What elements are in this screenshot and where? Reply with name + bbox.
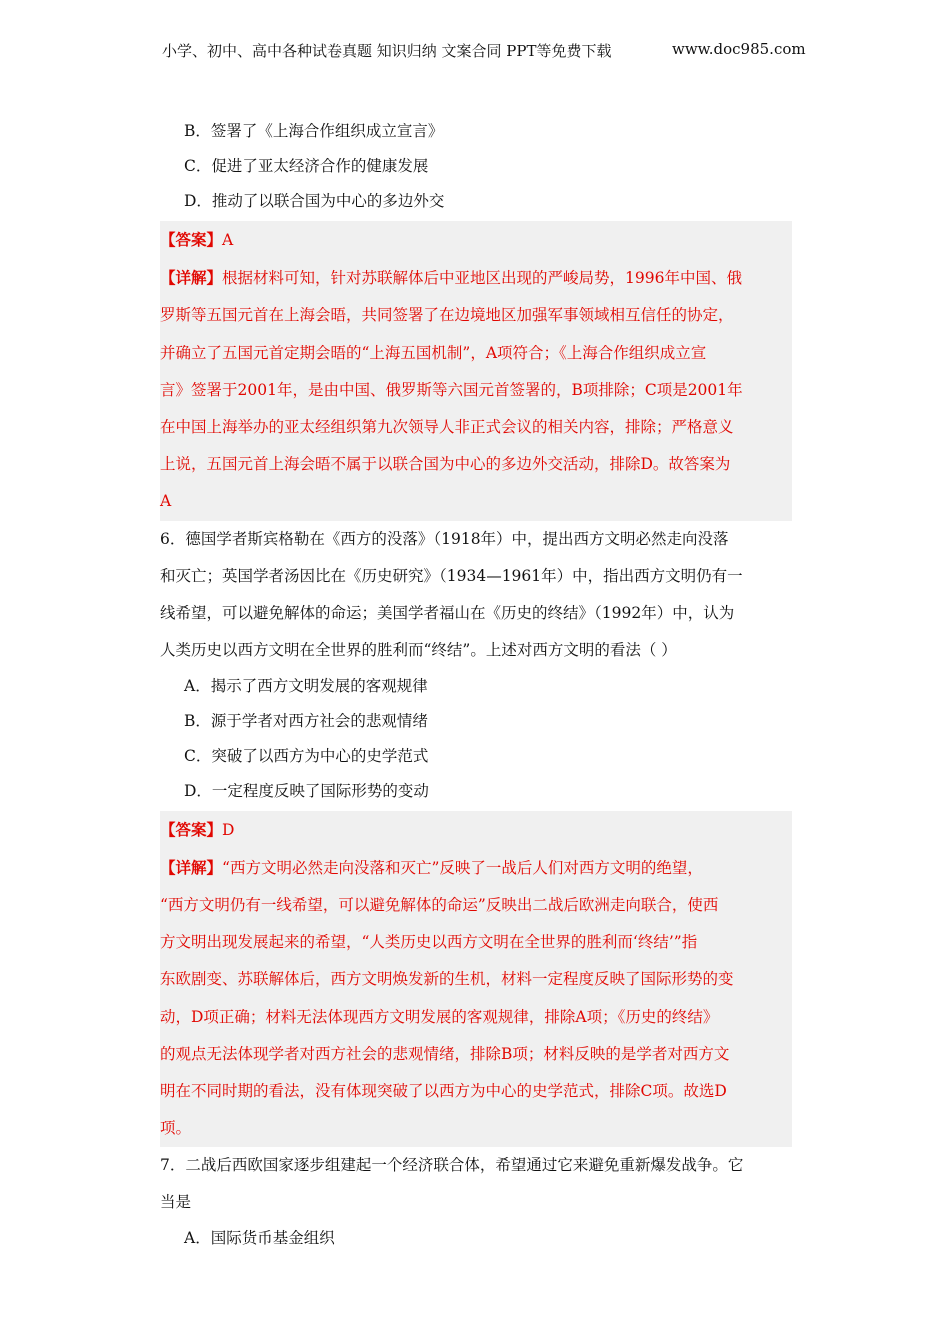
q5-answer-box: [160, 221, 792, 521]
q6-detail-line: 的观点无法体现学者对西方社会的悲观情绪，排除B项；材料反映的是学者对西方文: [160, 1044, 730, 1063]
q5-option-d: D．推动了以联合国为中心的多边外交: [184, 192, 445, 210]
header-site-link[interactable]: www.doc985.com: [672, 40, 806, 58]
q6-detail-line: 明在不同时期的看法，没有体现突破了以西方为中心的史学范式，排除C项。故选D: [160, 1082, 727, 1101]
q7-option-a: A．国际货币基金组织: [184, 1229, 335, 1248]
q6-detail-line: “西方文明仍有一线希望，可以避免解体的命运”反映出二战后欧洲走向联合，使西: [160, 896, 719, 915]
q6-option-a: A．揭示了西方文明发展的客观规律: [184, 676, 428, 695]
q7-stem: [160, 1147, 792, 1221]
q5-options: [160, 114, 792, 219]
q6-stem-line: 和灭亡；英国学者汤因比在《历史研究》（1934—1961年）中，指出西方文明仍有一: [160, 566, 743, 585]
q6-stem-line: 人类历史以西方文明在全世界的胜利而“终结”。上述对西方文明的看法（ ）: [160, 640, 677, 659]
q6-detail-line: 动，D项正确；材料无法体现西方文明发展的客观规律，排除A项；《历史的终结》: [160, 1007, 719, 1026]
detail-label: 【详解】: [160, 857, 223, 877]
q6-option-d: D．一定程度反映了国际形势的变动: [184, 781, 429, 800]
answer-label: 【答案】: [160, 819, 223, 839]
q6-options: [160, 669, 792, 809]
q5-detail-line: A: [160, 492, 172, 511]
q6-detail-line: 项。: [160, 1119, 192, 1138]
q6-stem: [160, 521, 792, 669]
q5-option-b: B．签署了《上海合作组织成立宣言》: [184, 122, 444, 140]
q6-detail-line: 方文明出现发展起来的希望，“人类历史以西方文明在全世界的胜利而‘终结’”指: [160, 933, 698, 952]
q7-stem-line: 当是: [160, 1193, 192, 1212]
q5-detail-line: 罗斯等五国元首在上海会晤，共同签署了在边境地区加强军事领域相互信任的协定，: [160, 306, 734, 325]
header-title: 小学、初中、高中各种试卷真题 知识归纳 文案合同 PPT等免费下载: [162, 42, 612, 60]
detail-label: 【详解】: [160, 268, 223, 288]
q6-detail-line: 【详解】“西方文明必然走向没落和灭亡”反映了一战后人们对西方文明的绝望，: [160, 857, 703, 877]
q5-answer: A: [222, 231, 234, 249]
page-header: [162, 40, 806, 61]
q7-stem-line: 7．二战后西欧国家逐步组建起一个经济联合体，希望通过它来避免重新爆发战争。它: [160, 1156, 744, 1175]
q7-options: [160, 1221, 792, 1256]
q5-detail-line: 【详解】根据材料可知，针对苏联解体后中亚地区出现的严峻局势，1996年中国、俄: [160, 268, 742, 288]
q5-detail-line: 并确立了五国元首定期会晤的“上海五国机制”，A项符合；《上海合作组织成立宣: [160, 343, 707, 362]
q6-stem-line: 线希望，可以避免解体的命运；美国学者福山在《历史的终结》（1992年）中，认为: [160, 603, 735, 622]
q5-option-c: C．促进了亚太经济合作的健康发展: [184, 157, 429, 175]
q5-answer-line: [160, 221, 792, 259]
answer-label: 【答案】: [160, 230, 223, 249]
q6-answer-box: [160, 811, 792, 1148]
q6-answer: D: [222, 820, 235, 839]
q5-detail-line: 上说，五国元首上海会晤不属于以联合国为中心的多边外交活动，排除D。故答案为: [160, 455, 731, 474]
q5-detail-line: 言》签署于2001年，是由中国、俄罗斯等六国元首签署的，B项排除；C项是2001年: [160, 380, 743, 399]
q6-option-b: B．源于学者对西方社会的悲观情绪: [184, 711, 428, 730]
q6-option-c: C．突破了以西方为中心的史学范式: [184, 746, 429, 765]
q6-detail-line: 东欧剧变、苏联解体后，西方文明焕发新的生机，材料一定程度反映了国际形势的变: [160, 970, 734, 989]
q5-detail-line: 在中国上海举办的亚太经组织第九次领导人非正式会议的相关内容，排除；严格意义: [160, 418, 734, 437]
q6-stem-line: 6．德国学者斯宾格勒在《西方的没落》（1918年）中，提出西方文明必然走向没落: [160, 529, 729, 548]
document-body: [160, 114, 792, 1256]
q6-answer-line: [160, 811, 792, 849]
